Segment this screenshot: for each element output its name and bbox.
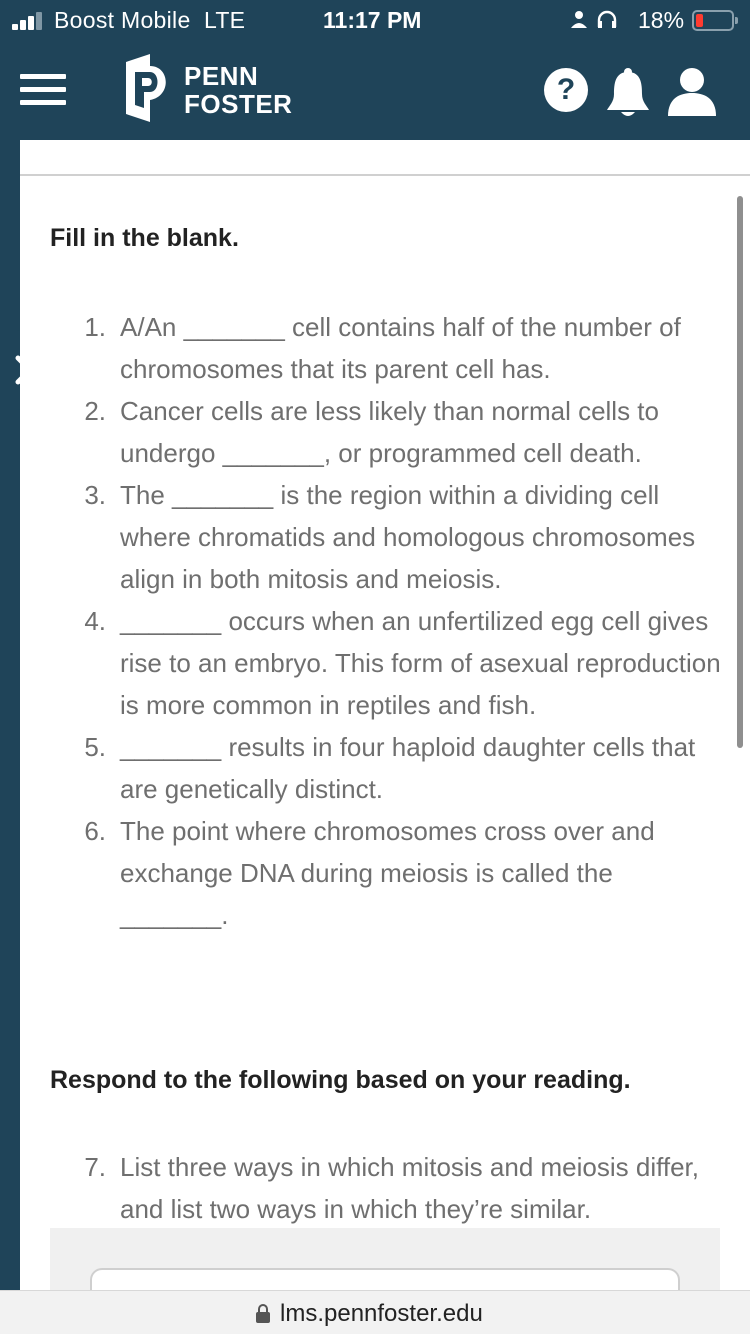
question-7 xyxy=(50,1146,722,1230)
answer-text-box[interactable] xyxy=(90,1268,680,1290)
assignment-content xyxy=(20,140,750,1290)
respond-heading: Respond to the following based on your reading. xyxy=(50,1066,631,1094)
question-text: A/An _______ cell contains half of the number of chromosomes that its parent cell has. xyxy=(120,312,681,384)
question-6 xyxy=(50,810,722,936)
response-list xyxy=(50,1146,722,1230)
status-bar xyxy=(0,0,750,40)
question-3 xyxy=(50,474,722,600)
url-text: lms.pennfoster.edu xyxy=(280,1300,483,1327)
question-text: _______ results in four haploid daughter cells that are genetically distinct. xyxy=(120,732,696,804)
bell-icon[interactable] xyxy=(604,66,652,118)
question-number: 7. xyxy=(84,1152,106,1182)
battery-percent: 18% xyxy=(638,7,685,33)
logo-text xyxy=(184,62,292,118)
clock: 11:17 PM xyxy=(323,7,422,33)
question-text: List three ways in which mitosis and meiosis differ, and list two ways in which they’re similar. xyxy=(120,1152,699,1224)
fill-in-blank-list xyxy=(50,306,722,936)
logo-line1: PENN xyxy=(184,61,259,91)
app-header xyxy=(0,40,750,140)
lock-icon xyxy=(256,1303,270,1323)
question-number: 5. xyxy=(84,732,106,762)
answer-area xyxy=(50,1228,720,1290)
signal-icon xyxy=(12,12,46,30)
help-icon[interactable]: ? xyxy=(544,68,588,112)
penn-foster-logo-icon xyxy=(126,54,172,122)
status-right-icons xyxy=(570,9,620,31)
question-number: 6. xyxy=(84,816,106,846)
carrier-label: Boost Mobile LTE xyxy=(54,7,246,33)
question-number: 4. xyxy=(84,606,106,636)
question-2 xyxy=(50,390,722,474)
url-bar[interactable] xyxy=(0,1290,750,1334)
question-5 xyxy=(50,726,722,810)
divider xyxy=(20,174,750,176)
question-text: The _______ is the region within a dividing cell where chromatids and homologous chromosomes align in both mitosis and meiosis. xyxy=(120,480,696,594)
scrollbar[interactable] xyxy=(737,196,743,748)
left-rail xyxy=(0,140,20,1290)
question-text: Cancer cells are less likely than normal cells to undergo _______, or programmed cell death. xyxy=(120,396,659,468)
battery-icon xyxy=(692,10,734,31)
question-number: 3. xyxy=(84,480,106,510)
menu-icon[interactable] xyxy=(20,74,66,106)
user-icon[interactable] xyxy=(666,66,718,118)
question-number: 2. xyxy=(84,396,106,426)
question-text: The point where chromosomes cross over and exchange DNA during meiosis is called the _______. xyxy=(120,816,655,930)
question-number: 1. xyxy=(84,312,106,342)
question-1 xyxy=(50,306,722,390)
fill-in-blank-heading: Fill in the blank. xyxy=(50,224,239,252)
headphones-icon xyxy=(598,12,616,28)
logo-line2: FOSTER xyxy=(184,89,293,119)
question-4 xyxy=(50,600,722,726)
person-icon xyxy=(571,11,587,28)
question-text: _______ occurs when an unfertilized egg cell gives rise to an embryo. This form of asexual reproduction is more common in reptiles and fish. xyxy=(120,606,721,720)
